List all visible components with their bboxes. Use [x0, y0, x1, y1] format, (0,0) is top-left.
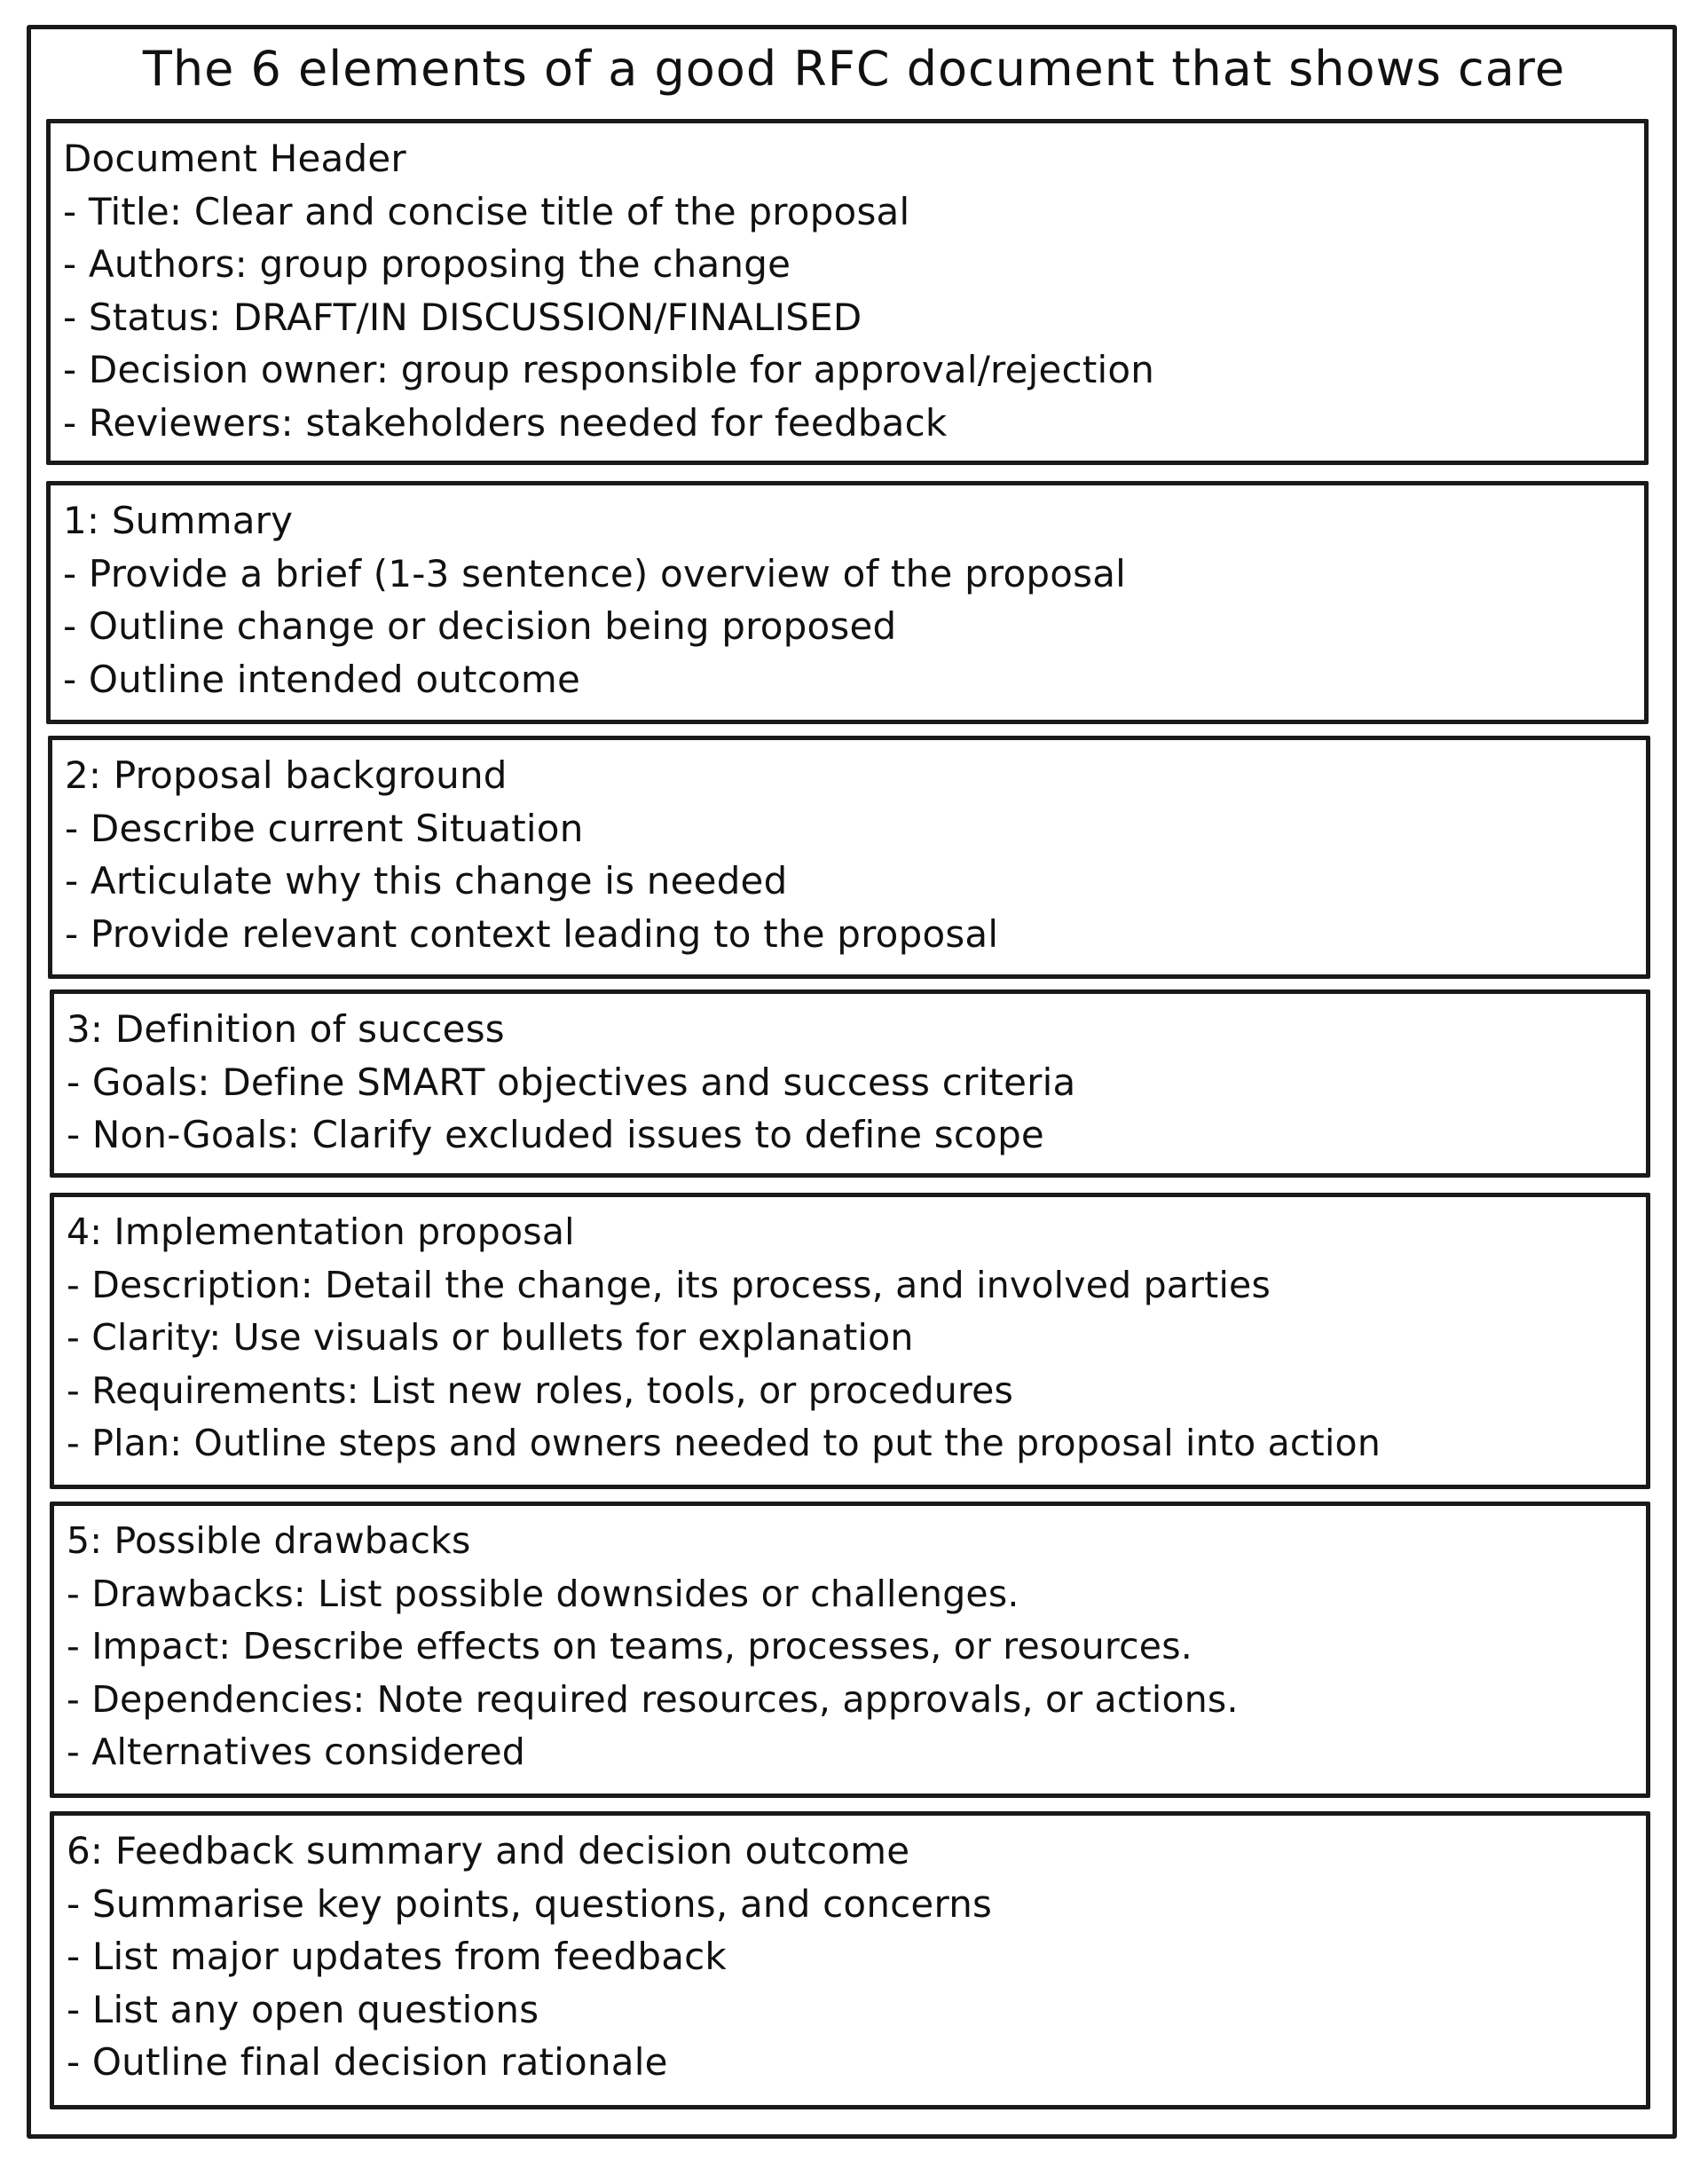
section-feedback-summary [50, 1811, 1650, 2109]
section-line: - Alternatives considered [67, 1730, 525, 1773]
section-line: - Description: Detail the change, its process, and involved parties [67, 1263, 1271, 1306]
section-line: - Outline final decision rationale [67, 2040, 668, 2084]
section-line: - Title: Clear and concise title of the proposal [63, 189, 910, 233]
section-line: - List any open questions [67, 1987, 539, 2031]
section-line: - List major updates from feedback [67, 1935, 727, 1978]
section-line: - Summarise key points, questions, and concerns [67, 1881, 993, 1926]
section-heading: 6: Feedback summary and decision outcome [67, 1829, 910, 1872]
section-line: - Provide relevant context leading to the proposal [65, 911, 999, 956]
section-line: - Drawbacks: List possible downsides or challenges. [67, 1572, 1019, 1615]
section-definition-of-success [50, 989, 1650, 1178]
section-heading: 4: Implementation proposal [67, 1210, 575, 1253]
section-line: - Clarity: Use visuals or bullets for explanation [67, 1316, 914, 1359]
section-line: - Non-Goals: Clarify excluded issues to define scope [67, 1113, 1044, 1156]
section-line: - Authors: group proposing the change [63, 242, 791, 286]
section-line: - Provide a brief (1-3 sentence) overview of the proposal [63, 551, 1127, 595]
section-possible-drawbacks [50, 1502, 1650, 1798]
section-document-header [46, 119, 1649, 465]
section-line: - Outline change or decision being proposed [63, 604, 897, 648]
section-line: - Describe current Situation [65, 806, 584, 850]
section-heading: 2: Proposal background [65, 753, 508, 797]
diagram-title: The 6 elements of a good RFC document that shows care [142, 41, 1566, 97]
section-heading: 5: Possible drawbacks [67, 1519, 471, 1562]
section-proposal-background [48, 736, 1650, 979]
section-summary [46, 481, 1649, 724]
section-heading: Document Header [63, 137, 406, 180]
section-line: - Dependencies: Note required resources, approvals, or actions. [67, 1677, 1239, 1721]
section-line: - Goals: Define SMART objectives and success criteria [67, 1060, 1076, 1104]
section-line: - Outline intended outcome [63, 657, 581, 701]
section-heading: 3: Definition of success [67, 1007, 505, 1051]
section-line: - Articulate why this change is needed [65, 859, 788, 903]
section-line: - Plan: Outline steps and owners needed to put the proposal into action [67, 1422, 1381, 1464]
section-line: - Impact: Describe effects on teams, processes, or resources. [67, 1625, 1193, 1667]
section-line: - Reviewers: stakeholders needed for feedback [63, 400, 948, 445]
section-implementation-proposal [50, 1193, 1650, 1489]
section-line: - Requirements: List new roles, tools, or procedures [67, 1368, 1014, 1412]
section-heading: 1: Summary [63, 499, 294, 542]
section-line: - Status: DRAFT/IN DISCUSSION/FINALISED [63, 295, 862, 339]
section-line: - Decision owner: group responsible for approval/rejection [63, 348, 1155, 391]
